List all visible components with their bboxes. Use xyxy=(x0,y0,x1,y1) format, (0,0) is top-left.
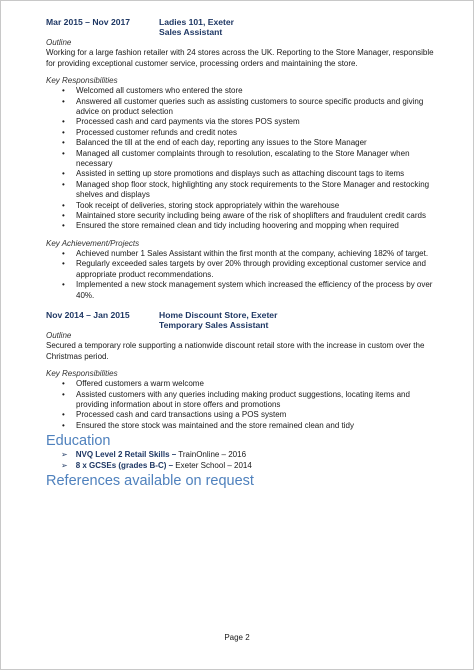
achievements-label: Key Achievement/Projects xyxy=(46,238,140,248)
list-item: • Processed cash and card payments via the stores POS system xyxy=(76,117,441,127)
job-header xyxy=(46,310,441,320)
list-item: • Processed customer refunds and credit notes xyxy=(76,128,441,138)
list-item: • Offered customers a warm welcome xyxy=(76,379,441,389)
outline-text: Secured a temporary role supporting a nationwide discount retail store with the increase in custom over the Christmas period. xyxy=(46,340,425,361)
education-item xyxy=(61,461,441,471)
responsibilities-label: Key Responsibilities xyxy=(46,76,118,86)
qualification-detail: TrainOnline – 2016 xyxy=(176,450,247,460)
list-item: • Took receipt of deliveries, storing stock appropriately within the warehouse xyxy=(76,201,441,211)
list-item: • Assisted in setting up store promotions and displays such as attaching discount tags to items xyxy=(76,169,441,179)
outline-text: Working for a large fashion retailer with 24 stores across the UK. Reporting to the Store Manager, responsible for providing exceptional customer service, processing orders and maintaining the store. xyxy=(46,48,434,68)
list-item: • Welcomed all customers who entered the store xyxy=(76,86,441,96)
job-title: Temporary Sales Assistant xyxy=(159,319,269,330)
outline-label: Outline xyxy=(46,330,72,340)
list-item: • Managed shop floor stock, highlighting any stock requirements to the Store Manager and restocking shelves and displays xyxy=(76,180,441,201)
education-heading: Education xyxy=(46,433,111,450)
qualification-name: NVQ Level 2 Retail Skills – xyxy=(75,450,177,460)
list-item: • Regularly exceeded sales targets by over 20% through providing exceptional customer service and appropriate product recommendations. xyxy=(76,259,441,280)
list-item: • Implemented a new stock management system which increased the efficiency of the process by over 40%. xyxy=(76,280,441,301)
job-employer: Ladies 101, Exeter xyxy=(159,17,235,27)
job-dates: Mar 2015 – Nov 2017 xyxy=(46,17,131,27)
list-item: • Answered all customer queries such as assisting customers to source specific products and giving advice on product selection xyxy=(76,97,441,118)
qualification-detail: Exeter School – 2014 xyxy=(173,460,252,470)
education-item xyxy=(61,450,441,460)
outline-label: Outline xyxy=(46,38,72,47)
list-item: • Balanced the till at the end of each day, reporting any issues to the Store Manager xyxy=(76,138,441,148)
responsibilities-list xyxy=(46,86,441,232)
responsibilities-list xyxy=(46,379,441,431)
list-item: • Managed all customer complaints through to resolution, escalating to the Store Manager when necessary xyxy=(76,149,441,170)
list-item: • Ensured the store stock was maintained and the store remained clean and tidy xyxy=(76,421,441,431)
job-dates: Nov 2014 – Jan 2015 xyxy=(46,309,130,320)
job-title: Sales Assistant xyxy=(159,27,223,37)
list-item: • Assisted customers with any queries including making product suggestions, locating items and providing information about in store offers and promotions xyxy=(76,390,441,411)
list-item: • Achieved number 1 Sales Assistant within the first month at the company, achieving 182% of target. xyxy=(76,249,441,259)
job-entry-home-discount-store xyxy=(46,310,441,431)
arrow-bullet-icon: ➢ xyxy=(61,450,68,460)
job-header xyxy=(46,17,441,27)
list-item: • Maintained store security including being aware of the risk of shoplifters and fraudulent credit cards xyxy=(76,211,441,221)
job-employer: Home Discount Store, Exeter xyxy=(159,309,278,320)
education-list xyxy=(46,450,441,471)
references-heading: References available on request xyxy=(46,472,254,489)
job-entry-ladies-101 xyxy=(46,17,441,301)
list-item: • Ensured the store remained clean and tidy including hoovering and mopping when required xyxy=(76,221,441,231)
arrow-bullet-icon: ➢ xyxy=(61,460,68,470)
qualification-name: 8 x GCSEs (grades B-C) – xyxy=(75,460,174,470)
achievements-list xyxy=(46,249,441,301)
list-item: • Processed cash and card transactions using a POS system xyxy=(76,410,441,420)
page-content xyxy=(46,17,441,490)
responsibilities-label: Key Responsibilities xyxy=(46,369,118,379)
page-number: Page 2 xyxy=(224,633,250,642)
